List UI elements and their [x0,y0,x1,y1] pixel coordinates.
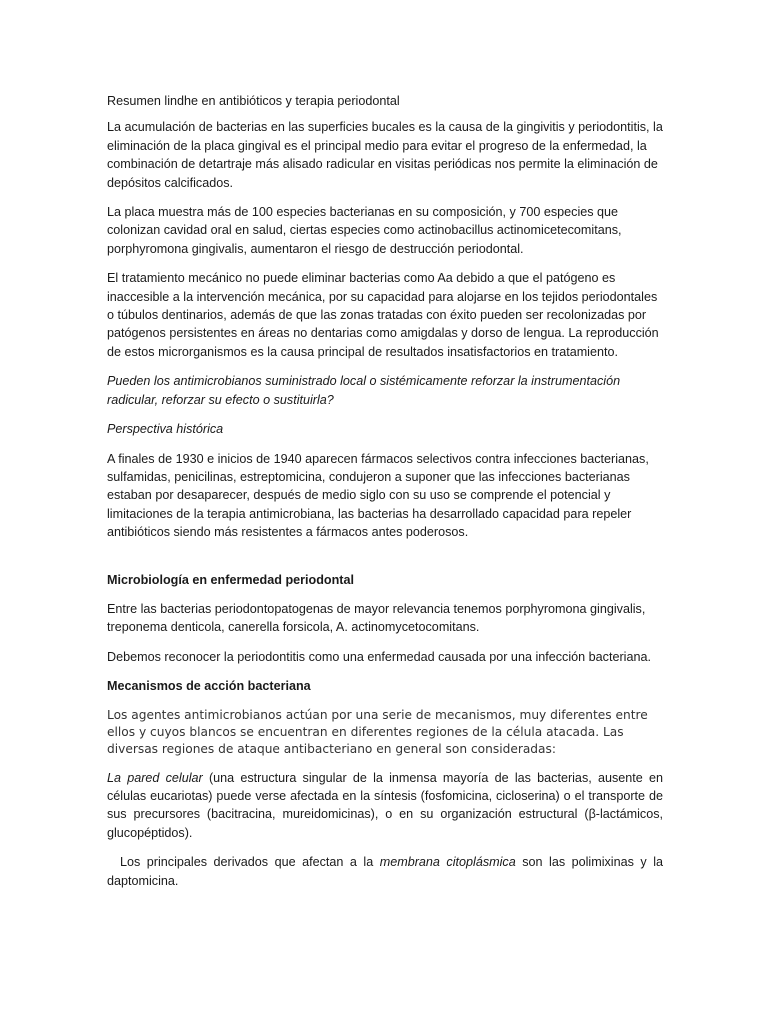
pared-celular-term: La pared celular [107,770,203,785]
microbiologia-heading: Microbiología en enfermedad periodontal [107,572,355,587]
paragraph-bacterias: Entre las bacterias periodontopatogenas de mayor relevancia tenemos porphyromona gingivalis, treponema denticola, canerella forsicola, A. actinomycetocomitans. [107,601,646,635]
pared-celular-text: (una estructura singular de la inmensa mayoría de las bacterias, ausente en células eucariotas) puede verse afectada en la síntesis (fosfomicina, cicloserina) o el transporte de sus precursores (bacitracina, mureidomicinas), o en su organización estructural (β-lactámicos, glucopéptidos). [107,770,663,840]
spacer [107,553,663,571]
paragraph-tratamiento: El tratamiento mecánico no puede eliminar bacterias como Aa debido a que el patógeno es inaccesible a la intervención mecánica, por su capacidad para alojarse en los tejidos periodontales o túbulos dentinarios, además de que las zonas tratadas con éxito pueden ser recolonizadas por patógenos persistentes en áreas no dentarias como amigdalas y dorso de lengua. La reproducción de estos microrganismos es la causa principal de resultados insatisfactorios en tratamiento. [107,271,659,359]
paragraph-membrana [107,853,667,890]
membrana-end: son las polimixinas y la daptomicina. [107,855,667,888]
membrana-term: membrana citoplásmica [379,855,516,870]
membrana-start: Los principales derivados que afectan a la [107,855,380,870]
paragraph-historia: A finales de 1930 e inicios de 1940 aparecen fármacos selectivos contra infecciones bacterianas, sulfamidas, penicilinas, estreptomicina, condujeron a suponer que las infecciones bacterianas estaban por desaparecer, después de medio siglo con su uso se comprende el potencial y limitaciones de la terapia antimicrobiana, las bacterias ha desarrollado capacidad para repeler antibióticos siendo más resistentes a fármacos antes poderosos. [107,451,649,540]
paragraph-placa: La placa muestra más de 100 especies bacterianas en su composición, y 700 especies que colonizan cavidad oral en salud, ciertas especies como actinobacillus actinomicetecomitans, porphyromona gingivalis, aumentaron el riesgo de destrucción periodontal. [107,205,622,256]
paragraph-periodontitis: Debemos reconocer la periodontitis como una enfermedad causada por una infección bacteriana. [107,649,651,664]
paragraph-agentes: Los agentes antimicrobianos actúan por una serie de mecanismos, muy diferentes entre ellos y cuyos blancos se encuentran en diferentes regiones de la célula atacada. Las diversas regiones de ataque antibacteriano en general son consideradas: [107,707,648,756]
paragraph-pared-celular [107,769,663,843]
document-page [107,92,667,901]
mecanismos-heading: Mecanismos de acción bacteriana [107,679,311,694]
perspectiva-heading: Perspectiva histórica [107,422,224,437]
document-title: Resumen lindhe en antibióticos y terapia periodontal [107,94,400,108]
paragraph-acumulacion: La acumulación de bacterias en las superficies bucales es la causa de la gingivitis y periodontitis, la eliminación de la placa gingival es el principal medio para evitar el progreso de la enfermedad, la combinación de detartraje más alisado radicular en visitas periódicas nos permite la eliminación de depósitos calcificados. [107,120,663,190]
question-antimicrobianos: Pueden los antimicrobianos suministrado local o sistémicamente reforzar la instrumentación radicular, reforzar su efecto o sustituirla? [107,374,621,407]
